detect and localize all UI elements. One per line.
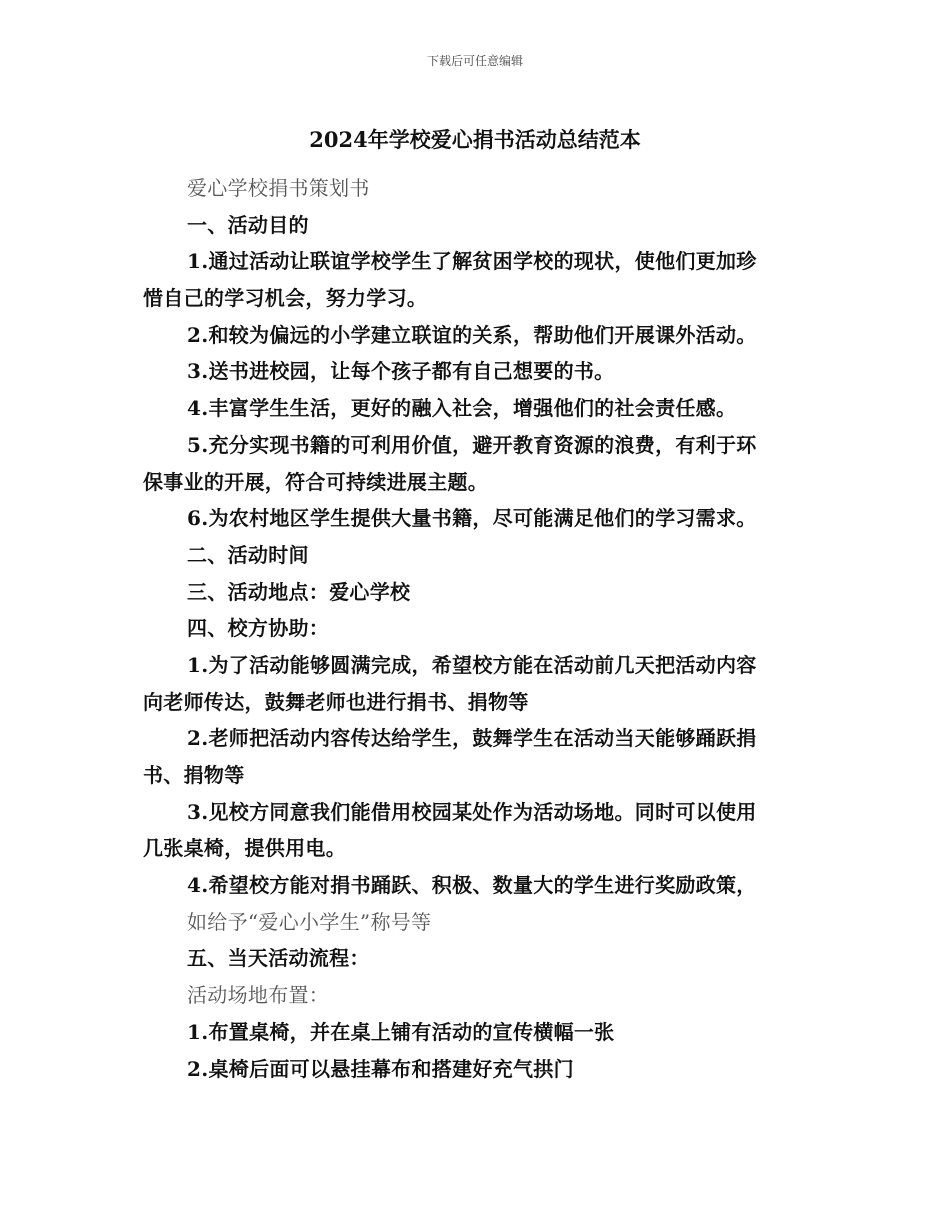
document-line: 1.通过活动让联谊学校学生了解贫困学校的现状，使他们更加珍 — [187, 249, 757, 274]
document-line: 如给予“爱心小学生”称号等 — [187, 909, 432, 934]
page-header: 下载后可任意编辑 — [426, 54, 523, 68]
document-body — [143, 170, 813, 1087]
document-line: 1.布置桌椅，并在桌上铺有活动的宣传横幅一张 — [187, 1019, 615, 1044]
document-line: 4.丰富学生生活，更好的融入社会，增强他们的社会责任感。 — [187, 396, 737, 421]
document-line: 四、校方协助： — [187, 616, 330, 641]
document-line: 书、捐物等 — [143, 763, 245, 787]
document-line: 五、当天活动流程： — [187, 946, 370, 971]
document-line: 惜自己的学习机会，努力学习。 — [143, 286, 428, 311]
document-line: 1.为了活动能够圆满完成，希望校方能在活动前几天把活动内容 — [187, 652, 757, 677]
document-line: 3.送书进校园，让每个孩子都有自己想要的书。 — [187, 359, 615, 384]
document-title: 2024年学校爱心捐书活动总结范本 — [309, 127, 641, 152]
document-line: 爱心学校捐书策划书 — [187, 176, 370, 200]
document-line: 6.为农村地区学生提供大量书籍，尽可能满足他们的学习需求。 — [187, 506, 757, 531]
document-line: 3.见校方同意我们能借用校园某处作为活动场地。同时可以使用 — [187, 799, 757, 824]
document-line: 2.桌椅后面可以悬挂幕布和搭建好充气拱门 — [187, 1056, 574, 1081]
document-line: 三、活动地点：爱心学校 — [187, 579, 411, 604]
document-line: 一、活动目的 — [187, 212, 309, 237]
document-line: 2.和较为偏远的小学建立联谊的关系，帮助他们开展课外活动。 — [187, 322, 757, 347]
document-line: 几张桌椅，提供用电。 — [143, 836, 346, 861]
document-line: 2.老师把活动内容传达给学生，鼓舞学生在活动当天能够踊跃捐 — [187, 726, 757, 751]
document-line: 5.充分实现书籍的可利用价值，避开教育资源的浪费，有利于环 — [187, 432, 757, 457]
document-line: 向老师传达，鼓舞老师也进行捐书、捐物等 — [143, 689, 529, 714]
document-line: 二、活动时间 — [187, 542, 309, 567]
document-line: 4.希望校方能对捐书踊跃、积极、数量大的学生进行奖励政策， — [187, 873, 757, 898]
document-line: 保事业的开展，符合可持续进展主题。 — [143, 469, 489, 494]
document-line: 活动场地布置： — [187, 983, 330, 1008]
